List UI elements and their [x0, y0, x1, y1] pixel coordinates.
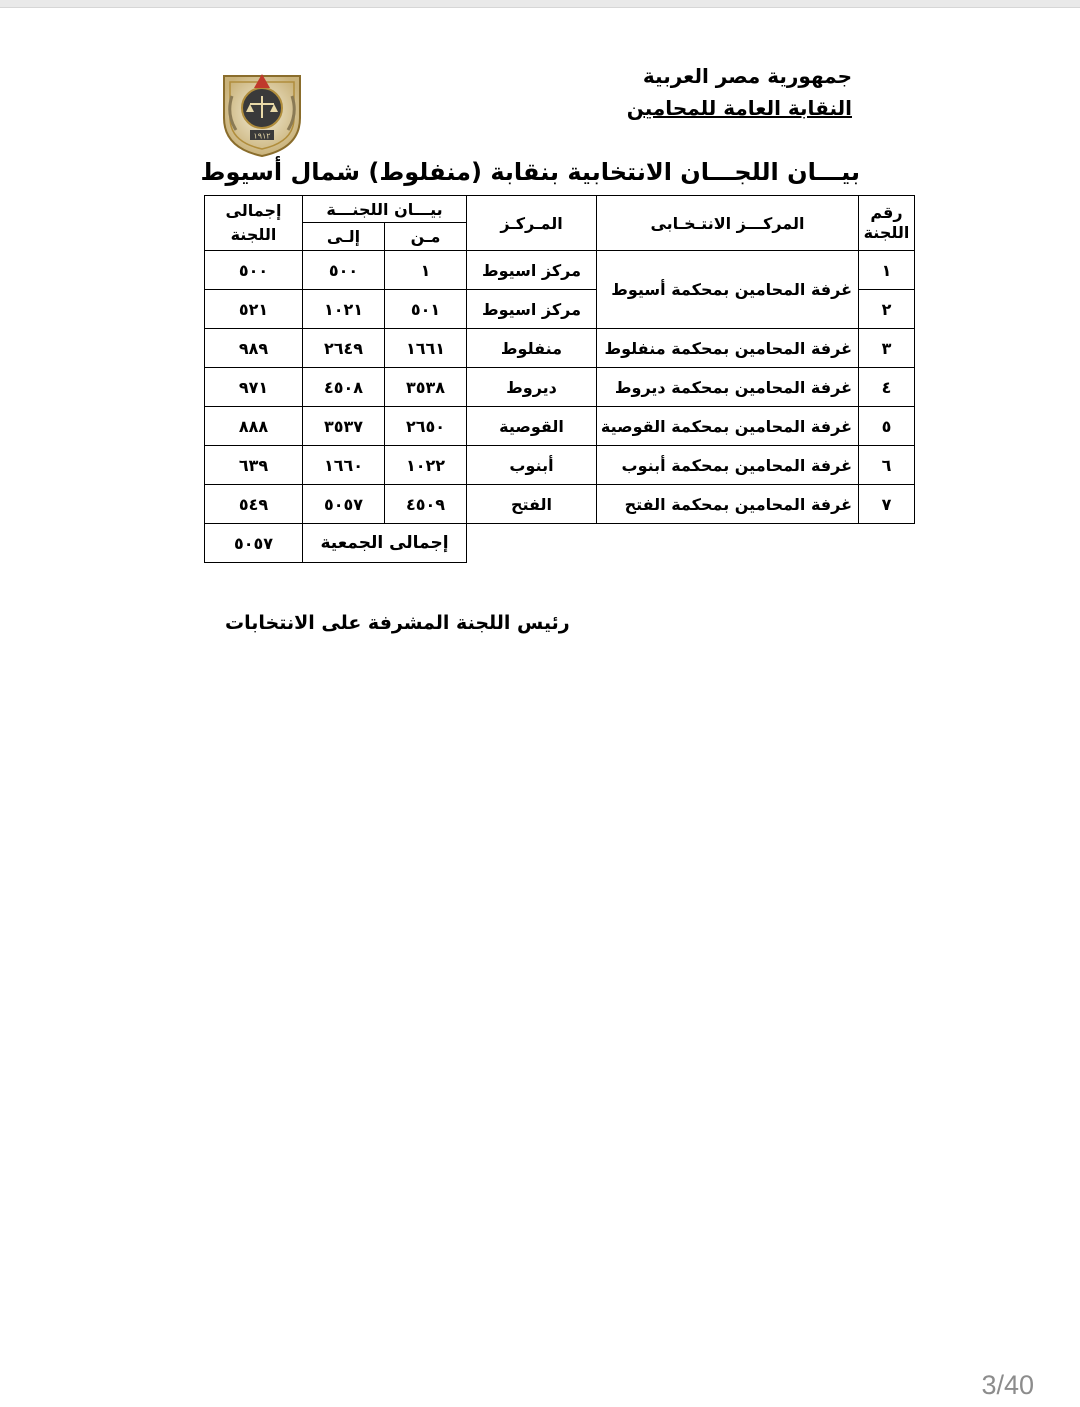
table-header-row: [205, 196, 915, 223]
electoral-center: غرفة المحامين بمحكمة الفتح: [597, 485, 859, 524]
committees-table: [204, 195, 915, 563]
committee-total: ٥٢١: [205, 290, 303, 329]
grand-total-value: ٥٠٥٧: [205, 524, 303, 563]
markaz: القوصية: [467, 407, 597, 446]
committee-total: ٥٤٩: [205, 485, 303, 524]
header-syndicate: النقابة العامة للمحامين: [626, 96, 852, 120]
range-from: ٤٥٠٩: [385, 485, 467, 524]
document-title: بيـــان اللجـــان الانتخابية بنقابة (منفلوط) شمال أسيوط: [200, 158, 860, 186]
range-from: ٥٠١: [385, 290, 467, 329]
range-from: ١: [385, 251, 467, 290]
markaz: أبنوب: [467, 446, 597, 485]
bar-association-emblem-icon: [214, 66, 310, 158]
range-from: ١٠٢٢: [385, 446, 467, 485]
range-to: ١٦٦٠: [303, 446, 385, 485]
header-to: إلـى: [303, 223, 385, 251]
header-markaz: المـركـز: [467, 196, 597, 251]
markaz: مركز اسيوط: [467, 251, 597, 290]
header-country: جمهورية مصر العربية: [642, 64, 852, 88]
range-to: ٥٠٥٧: [303, 485, 385, 524]
markaz: ديروط: [467, 368, 597, 407]
markaz: منفلوط: [467, 329, 597, 368]
table-row: [205, 485, 915, 524]
range-from: ٢٦٥٠: [385, 407, 467, 446]
committee-no: ٥: [859, 407, 915, 446]
committee-total: ٩٨٩: [205, 329, 303, 368]
header-from: مـن: [385, 223, 467, 251]
committee-no: ١: [859, 251, 915, 290]
header-committee-range: بيـــان اللجنـــة: [303, 196, 467, 223]
grand-total-row: [205, 524, 915, 563]
markaz: مركز اسيوط: [467, 290, 597, 329]
committee-no: ٣: [859, 329, 915, 368]
table-row: [205, 368, 915, 407]
table-row: [205, 251, 915, 290]
committee-total: ٦٣٩: [205, 446, 303, 485]
committee-no: ٧: [859, 485, 915, 524]
electoral-center: غرفة المحامين بمحكمة القوصية: [597, 407, 859, 446]
range-to: ٢٦٤٩: [303, 329, 385, 368]
electoral-center: غرفة المحامين بمحكمة منفلوط: [597, 329, 859, 368]
committee-total: ٩٧١: [205, 368, 303, 407]
range-to: ٣٥٣٧: [303, 407, 385, 446]
electoral-center: غرفة المحامين بمحكمة ديروط: [597, 368, 859, 407]
committee-no: ٤: [859, 368, 915, 407]
committee-total: ٨٨٨: [205, 407, 303, 446]
viewer-top-border: [0, 0, 1080, 8]
electoral-center: غرفة المحامين بمحكمة أسيوط: [597, 251, 859, 329]
signature-line: رئيس اللجنة المشرفة على الانتخابات: [225, 612, 570, 634]
header-committee-no: رقم اللجنة: [859, 196, 915, 251]
grand-total-label: إجمالى الجمعية: [303, 524, 467, 563]
page-indicator: 3/40: [981, 1370, 1034, 1400]
range-to: ١٠٢١: [303, 290, 385, 329]
table-row: [205, 329, 915, 368]
table-row: [205, 407, 915, 446]
header-committee-total: إجمالى اللجنة: [205, 196, 303, 251]
range-to: ٥٠٠: [303, 251, 385, 290]
markaz: الفتح: [467, 485, 597, 524]
committee-no: ٢: [859, 290, 915, 329]
emblem-year: ١٩١٢: [253, 131, 271, 141]
range-to: ٤٥٠٨: [303, 368, 385, 407]
table-row: [205, 446, 915, 485]
range-from: ٣٥٣٨: [385, 368, 467, 407]
range-from: ١٦٦١: [385, 329, 467, 368]
header-electoral-center: المركـــز الانتـخـابى: [597, 196, 859, 251]
committee-no: ٦: [859, 446, 915, 485]
electoral-center: غرفة المحامين بمحكمة أبنوب: [597, 446, 859, 485]
committee-total: ٥٠٠: [205, 251, 303, 290]
